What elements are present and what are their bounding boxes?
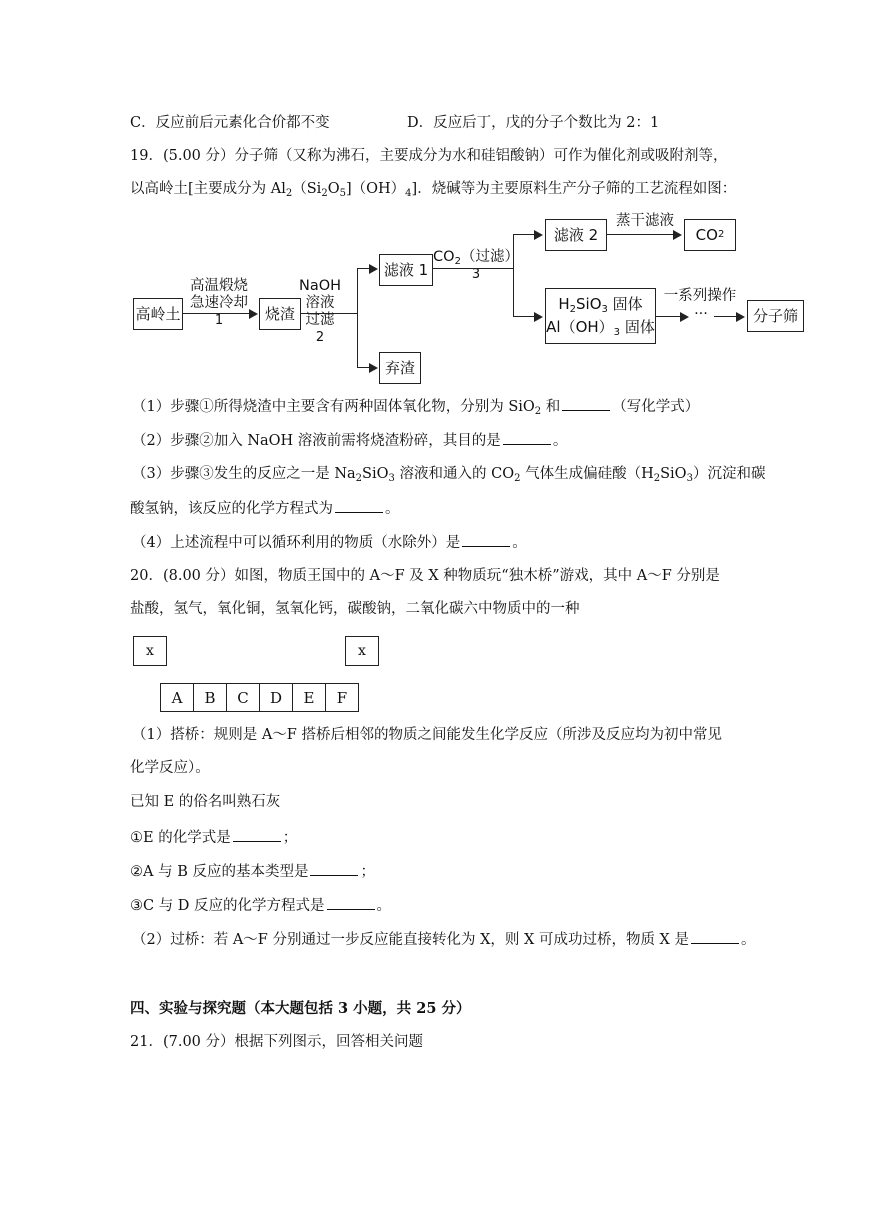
q20-sub1: ①E 的化学式是 ；	[130, 827, 297, 848]
answer-blank[interactable]	[233, 827, 281, 842]
answer-blank[interactable]	[327, 895, 375, 910]
q18-option-c: C．反应前后元素化合价都不变	[130, 115, 330, 131]
q20-part2: （2）过桥：若 A～F 分别通过一步反应能直接转化为 X，则 X 可成功过桥，物质 X 是 。	[132, 929, 756, 950]
q20-part1-line2: 化学反应）。	[130, 760, 210, 776]
answer-blank[interactable]	[562, 396, 610, 411]
q19-part3-line1: （3）步骤③发生的反应之一是 $Na_2SiO_3$ 溶液和通入的 $CO_2$ 气体生成偏硅酸$(H_2SiO_3)$沉淀和碳	[132, 466, 766, 484]
q20-stem-line1: 20．(8.00 分）如图，物质王国中的 A～F 及 X 种物质玩“独木桥”游戏，其中 A～F 分别是	[130, 568, 720, 584]
flow-slag-box: 烧渣	[259, 298, 301, 330]
answer-blank[interactable]	[335, 498, 383, 513]
bridge-cell-e: E	[292, 683, 326, 712]
flow-filtrate1-box: 滤液 1	[379, 254, 433, 286]
q20-part1-line1: （1）搭桥：规则是 A～F 搭桥后相邻的物质之间能发生化学反应（所涉及反应均为初中常见	[132, 727, 722, 743]
flow-step2-label: NaOH 溶液 过滤 2	[298, 278, 342, 345]
arrow-head	[249, 309, 258, 319]
flow-solids-box: $H_2SiO_3$ 固体 $Al(OH)_3$ 固体	[545, 288, 656, 344]
q20-stem-line2: 盐酸，氢气，氧化铜，氢氧化钙，碳酸钠，二氧化碳六中物质中的一种	[130, 601, 580, 617]
bridge-cell-f: F	[325, 683, 359, 712]
flow-sieve-box: 分子筛	[747, 300, 804, 332]
flow-co2-box: CO 2	[684, 219, 736, 251]
q19-part2: （2）步骤②加入 NaOH 溶液前需将烧渣粉碎，其目的是 。	[132, 430, 567, 451]
arrow-head	[534, 230, 543, 240]
q19-part1: （1）步骤①所得烧渣中主要含有两种固体氧化物，分别为 SiO$_2$ 和 （写化学式）	[132, 396, 699, 417]
arrow-head	[534, 312, 543, 322]
q19-stem-line1: 19．(5.00 分）分子筛（又称为沸石，主要成分为水和硅铝酸钠）可作为催化剂或吸附剂等，	[130, 148, 728, 164]
bridge-cell-a: A	[160, 683, 194, 712]
x-box-left: x	[133, 636, 167, 666]
arrow-head	[369, 264, 378, 274]
answer-blank[interactable]	[691, 929, 739, 944]
answer-blank[interactable]	[310, 861, 358, 876]
q18-option-row	[130, 113, 330, 133]
q19-part4: （4）上述流程中可以循环利用的物质（水除外）是 。	[132, 532, 527, 553]
bridge-cell-b: B	[193, 683, 227, 712]
flow-kaolin-box: 高岭土	[133, 298, 183, 330]
answer-blank[interactable]	[503, 430, 551, 445]
flow-evaporate-label: 蒸干滤液	[616, 213, 674, 229]
q19-part3-line2: 酸氢钠，该反应的化学方程式为 。	[130, 498, 400, 519]
answer-blank[interactable]	[462, 532, 510, 547]
x-box-right: x	[345, 636, 379, 666]
bridge-cell-d: D	[259, 683, 293, 712]
arrow-head	[736, 312, 745, 322]
flow-waste-box: 弃渣	[379, 352, 421, 384]
q20-sub3: ③C 与 D 反应的化学方程式是 。	[130, 895, 391, 916]
q18-option-d: D．反应后丁，戊的分子个数比为 2：1	[407, 115, 660, 131]
q20-sub2: ②A 与 B 反应的基本类型是 ；	[130, 861, 375, 882]
flow-filtrate2-box: 滤液 2	[545, 219, 607, 251]
q19-stem-line2: 以高岭土[主要成分为 $Al_2(Si_2O_5](OH)_4$]．烧碱等为主要原料生产分子筛的工艺流程如图：	[130, 181, 737, 199]
arrow-head	[680, 312, 689, 322]
section4-heading: 四、实验与探究题（本大题包括 3 小题，共 25 分）	[130, 1000, 471, 1017]
q21-stem: 21．(7.00 分）根据下列图示，回答相关问题	[130, 1034, 424, 1050]
bridge-cell-c: C	[226, 683, 260, 712]
flow-step1-label: 高温煅烧 急速冷却 1	[190, 278, 248, 328]
arrow-head	[369, 363, 378, 373]
flow-step3-label: $CO_2$（过滤） 3	[433, 249, 519, 282]
arrow-head	[673, 230, 682, 240]
q20-known: 已知 E 的俗名叫熟石灰	[130, 794, 281, 810]
flow-dots: ···	[694, 306, 708, 322]
flow-ops-label: 一系列操作	[663, 288, 737, 304]
